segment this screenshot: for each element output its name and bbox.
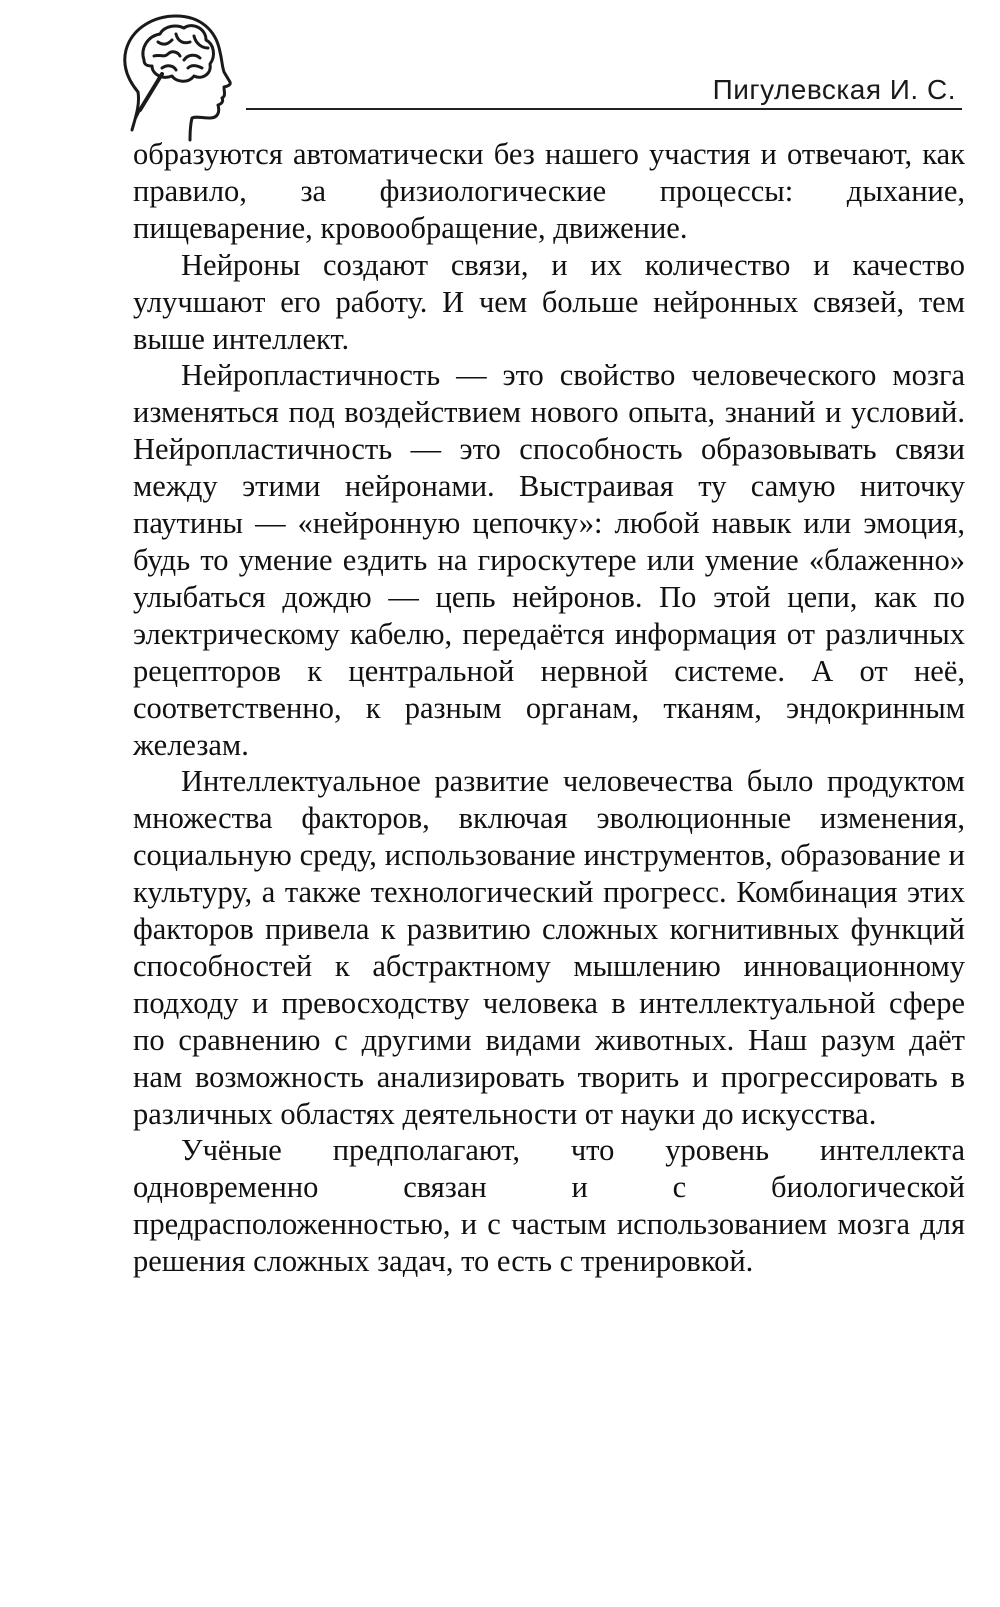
header-author: Пигулевская И. С. bbox=[712, 74, 956, 105]
body-text bbox=[133, 136, 965, 1280]
paragraph: Интеллектуальное развитие человечества было продуктом множества факторов, включая эволюционные изменения, социальную среду, использование инструментов, образование и культуру, а также технологический прогресс. Комбинация этих факторов привела к развитию сложных когнитивных функций способностей к абстрактному мышлению инновационному подходу и превосходству человека в интеллектуальной сфере по сравнению с другими видами животных. Наш разум даёт нам возможность анализировать творить и прогрессировать в различных областях деятельности от науки до искусства. bbox=[133, 764, 965, 1131]
paragraph-continuation: образуются автоматически без нашего участия и отвечают, как правило, за физиологические процессы: дыхание, пищеварение, кровообращение, движение. bbox=[133, 137, 965, 245]
head-with-brain-icon bbox=[118, 8, 236, 144]
paragraph: Учёные предполагают, что уровень интеллекта одновременно связан и с биологической предрасположенностью, и с частым использованием мозга для решения сложных задач, то есть с тренировкой. bbox=[133, 1133, 965, 1279]
paragraph: Нейропластичность — это свойство человеческого мозга изменяться под воздействием нового опыта, знаний и условий. Нейропластичность — это способность образовывать связи между этими нейронами. Выстраивая ту самую ниточку паутины — «нейронную цепочку»: любой навык или эмоция, будь то умение ездить на гироскутере или умение «блаженно» улыбаться дождю — цепь нейронов. По этой цепи, как по электрическому кабелю, передаётся информация от различных рецепторов к центральной нервной системе. А от неё, соответственно, к разным органам, тканям, эндокринным железам. bbox=[133, 358, 965, 762]
paragraph: Нейроны создают связи, и их количество и качество улучшают его работу. И чем больше нейронных связей, тем выше интеллект. bbox=[133, 247, 965, 356]
running-header bbox=[246, 72, 962, 110]
